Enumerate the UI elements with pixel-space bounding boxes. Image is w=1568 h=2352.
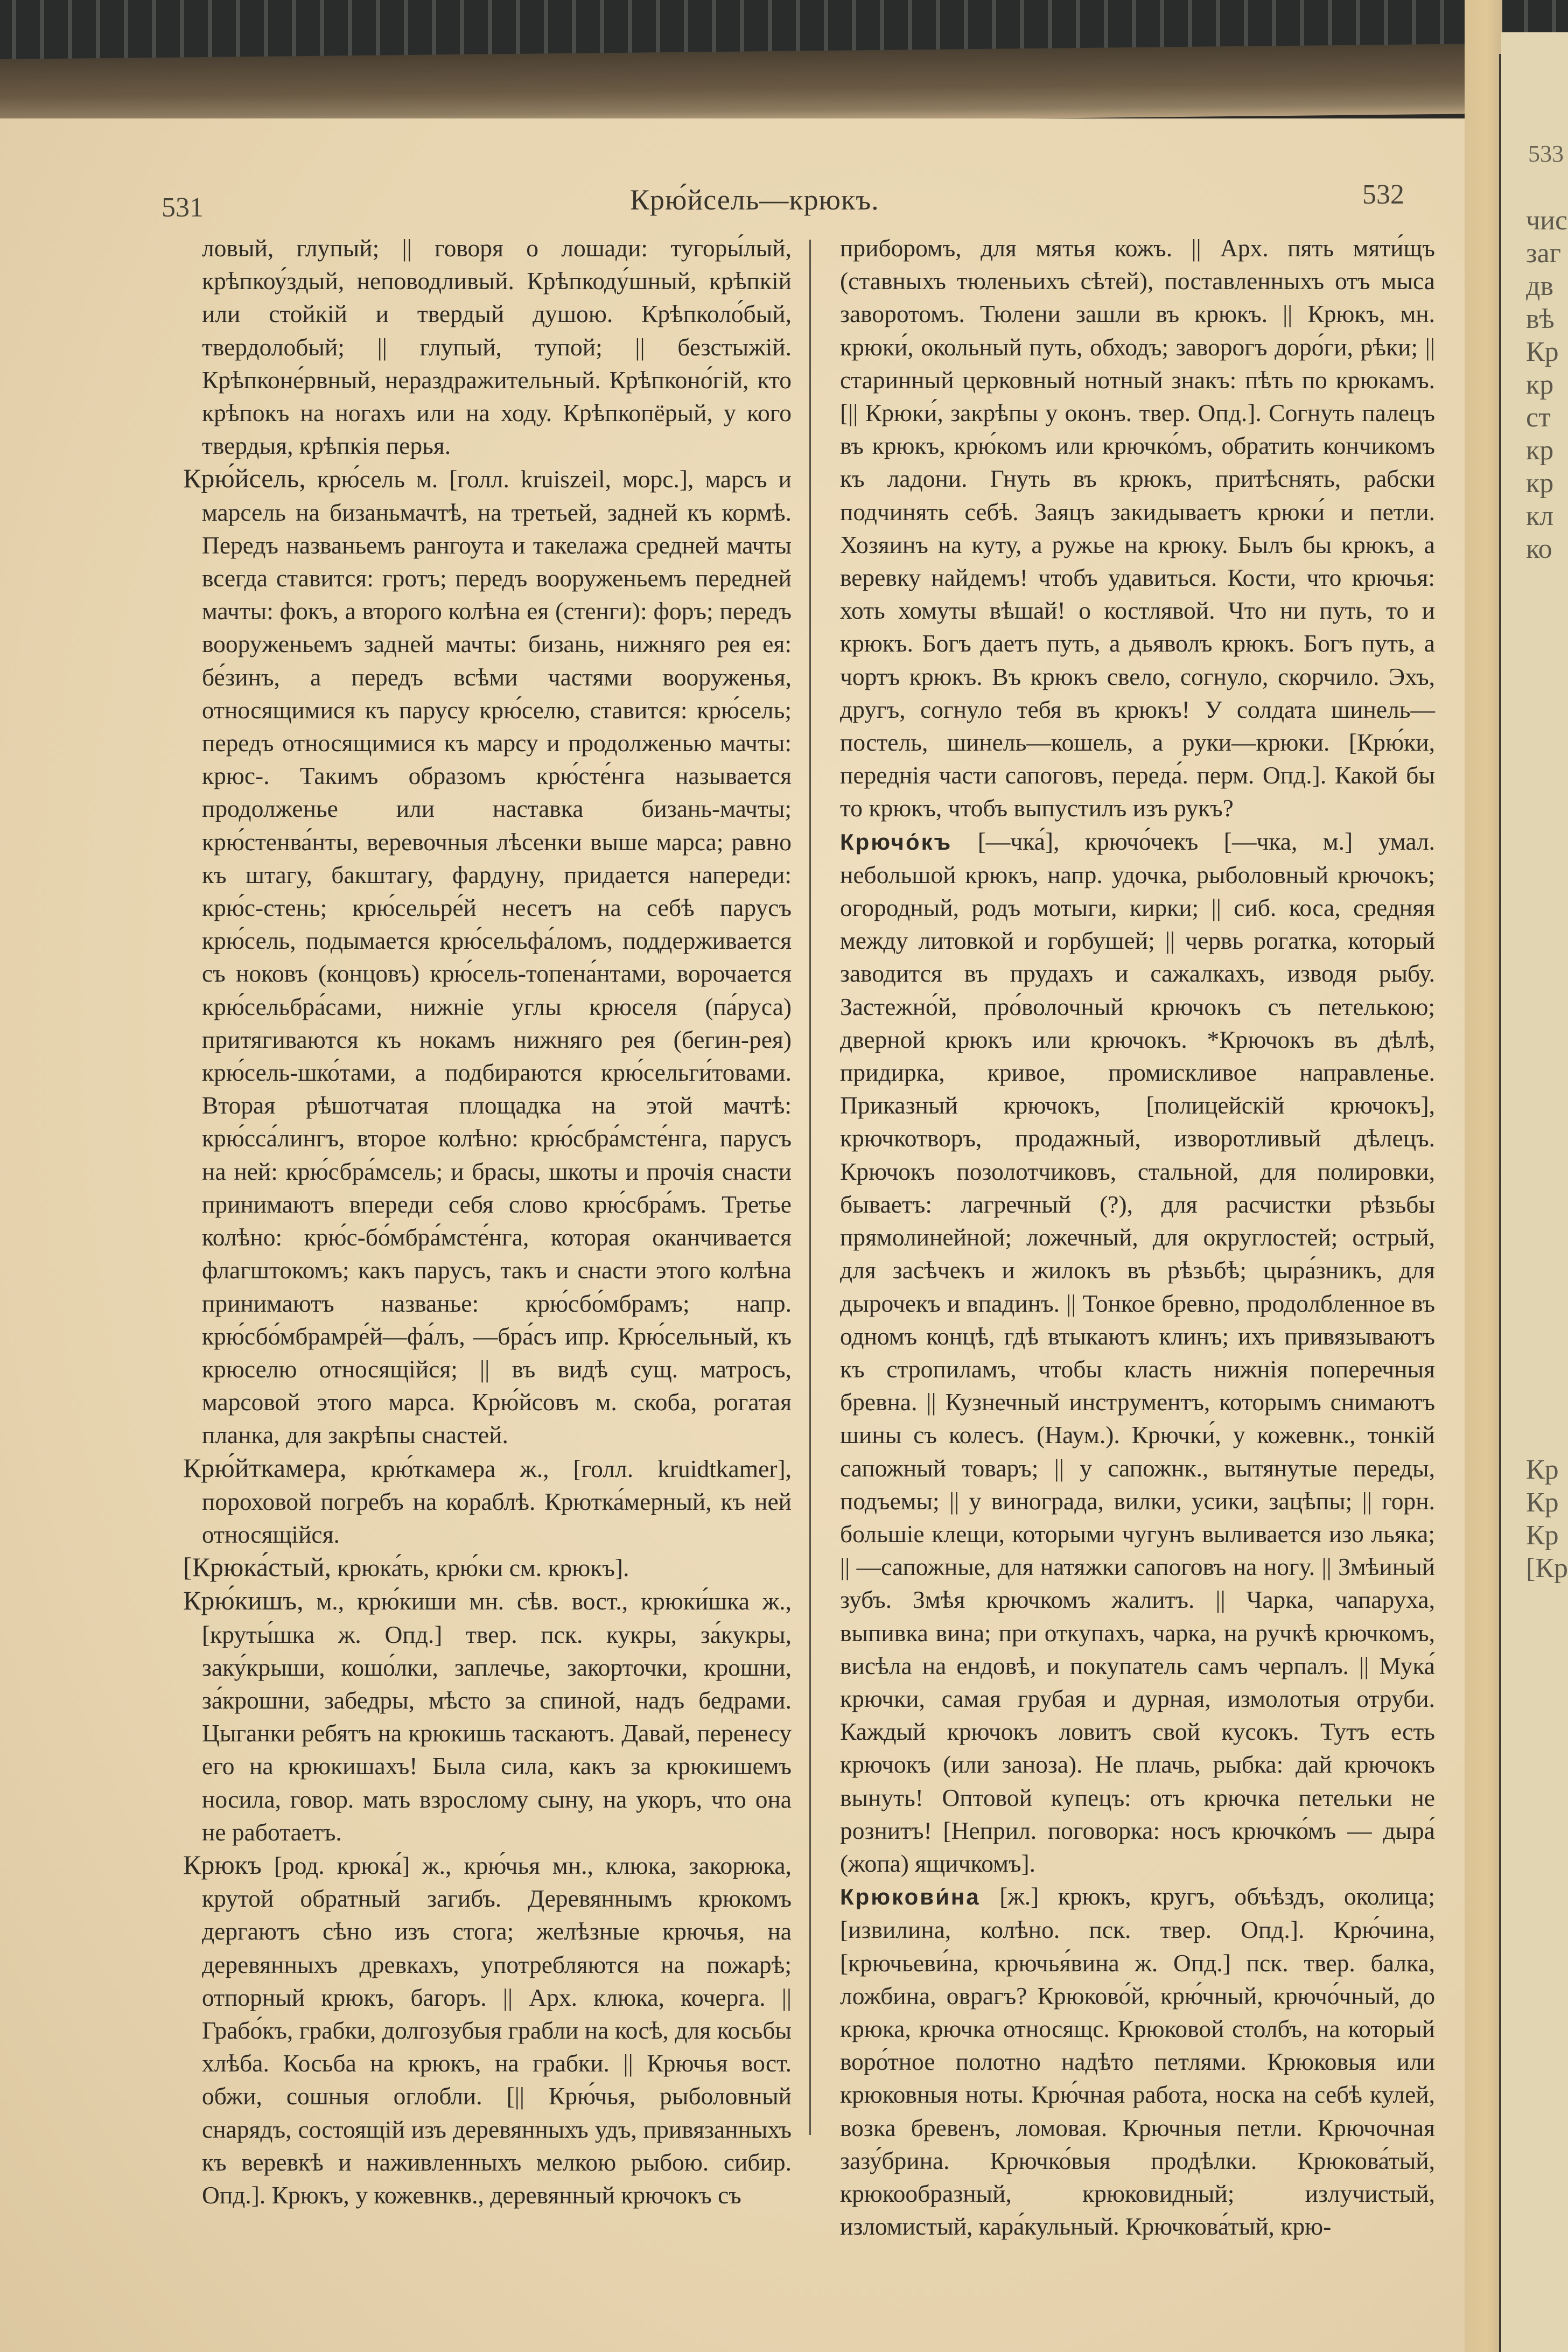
right-column: [840, 232, 1435, 2243]
dictionary-entry: [840, 825, 1435, 1880]
entry-headword: Крюкови́на: [840, 1884, 981, 1910]
dictionary-entry: [183, 462, 792, 1451]
dictionary-entry: [183, 1849, 792, 2211]
entry-text: ловый, глупый; || говоря о лошади: тугоры́лый, крѣпкоу́здый, неповодливый. Крѣпкоду́шный, крѣпкій или стойкій и твердый душою. Крѣпколо́бый, твердолобый; || глупый, тупой; || безстыжій. Крѣпконе́рвный, нераздражительный. Крѣпконо́гій, кто крѣпокъ на ногахъ или на ходу. Крѣпкопёрый, у кого твердыя, крѣпкія перья.: [202, 234, 792, 460]
dictionary-entry: [183, 1584, 792, 1849]
adjacent-text-fragment: чис: [1526, 205, 1568, 236]
page-gutter: [1465, 0, 1502, 2352]
column-divider: [809, 240, 811, 2135]
entry-text: крю́сель м. [голл. kruiszeil, морс.], марсъ и марсель на бизаньмачтѣ, на третьей, задней къ кормѣ. Передъ названьемъ рангоута и такелажа средней мачты всегда ставится: гротъ; передъ вооруженьемъ передней мачты: фокъ, а второго колѣна ея (стенги): форъ; передъ вооруженьемъ задней мачты: бизань, нижняго рея ея: бе́зинъ, а передъ всѣми частями вооруженья, относящимися къ парусу крю́селю, ставится: крю́сель; передъ относящимися къ марсу и продолженью мачты: крюс-. Такимъ образомъ крю́сте́нга называется продолженье или наставка бизань-мачты; крю́стенва́нты, веревочныя лѣсенки выше марса; равно къ штагу, бакштагу, фардуну, придается напереди: крю́с-стень; крю́сельре́й несетъ на себѣ парусъ крю́сель, подымается крю́сельфа́ломъ, поддерживается съ ноковъ (концовъ) крю́сель-топена́нтами, ворочается крю́сельбра́сами, нижніе углы крюселя (па́руса) притягиваются къ нокамъ нижняго рея (бегин-рея) крю́сель-шко́тами, а подбираются крю́сельги́товами. Вторая рѣшотчатая площадка на этой мачтѣ: крю́сса́лингъ, второе колѣно: крю́сбра́мсте́нга, парусъ на ней: крю́сбра́мсель; и брасы, шкоты и прочія снасти принимаютъ впереди себя слово крю́сбра́мъ. Третье колѣно: крю́с-бо́мбра́мсте́нга, которая оканчивается флагштокомъ; какъ парусъ, такъ и снасти этого колѣна принимаютъ названье: крю́сбо́мбрамъ; напр. крю́сбо́мбрамре́й—фа́лъ, —бра́съ ипр. Крю́сельный, къ крюселю относящійся; || въ видѣ сущ. матросъ, марсовой этого марса. Крю́йсовъ м. скоба, рогатая планка, для закрѣпы снастей.: [202, 465, 792, 1449]
adjacent-text-fragment: ст: [1526, 402, 1551, 433]
adjacent-page-number: 533: [1528, 141, 1564, 167]
adjacent-text-fragment: кл: [1526, 501, 1554, 531]
entry-text: [ж.] крюкъ, кругъ, объѣздъ, околица; [извилина, колѣно. пск. твер. Опд.]. Крю́чина, [крючьеви́на, крючья́вина ж. Опд.] пск. твер. балка, ложбина, оврагъ? Крюково́й, крю́чный, крючо́чный, до крюка, крючка относящс. Крюковой столбъ, на который воро́тное полотно надѣто петлями. Крюковыя или крюковныя ноты. Крю́чная работа, носка на себѣ кулей, возка бревенъ, ломовая. Крючныя петли. Крючочная зазу́брина. Крючко́выя продѣлки. Крюкова́тый, крюкообразный, крюковидный; излучистый, изломистый, кара́кульный. Крючкова́тый, крю-: [840, 1882, 1435, 2241]
entry-text: приборомъ, для мятья кожъ. || Арх. пять мяти́щъ (ставныхъ тюленьихъ сѣтей), поставленныхъ отъ мыса заворотомъ. Тюлени зашли въ крюкъ. || Крюкъ, мн. крюки́, окольный путь, обходъ; заворогъ доро́ги, рѣки; || старинный церковный нотный знакъ: пѣть по крюкамъ. [|| Крюки́, закрѣпы у оконъ. твер. Опд.]. Согнуть палецъ въ крюкъ, крю́комъ или крючко́мъ, обратить кончикомъ къ ладони. Гнуть въ крюкъ, притѣснять, рабски подчинять себѣ. Заяцъ закидываетъ крюки́ и петли. Хозяинъ на куту, а ружье на крюку. Былъ бы крюкъ, а веревку найдемъ! чтобъ удавиться. Кости, что крючья: хоть хомуты вѣшай! о костлявой. Что ни путь, то и крюкъ. Богъ даетъ путь, а дьяволъ крюкъ. Богъ путь, а чортъ крюкъ. Въ крюкъ свело, согнуло, скорчило. Эхъ, другъ, согнуло тебя въ крюкъ! У солдата шинель—постель, шинель—кошель, а руки—крюки. [Крю́ки, переднія части сапоговъ, переда́. перм. Опд.]. Какой бы то крюкъ, чтобъ выпустилъ изъ рукъ?: [840, 234, 1435, 822]
entry-headword: Крючо́къ: [840, 829, 953, 855]
page-top-shadow: [0, 44, 1497, 129]
entry-text: крюка́ть, крю́ки см. крюкъ].: [337, 1554, 629, 1582]
dictionary-entry-continuation: [183, 232, 792, 462]
running-head: Крю́йсель—крюкъ.: [630, 184, 879, 216]
entry-headword: Крю́йткамера,: [183, 1452, 347, 1483]
entry-headword: Крю́кишъ,: [183, 1585, 304, 1616]
page-number-left: 531: [162, 192, 204, 223]
adjacent-text-fragment: Кр: [1526, 1520, 1559, 1551]
adjacent-text-fragment: заг: [1526, 238, 1561, 269]
entry-text: [род. крюка́] ж., крю́чья мн., клюка, закорюка, крутой обратный загибъ. Деревяннымъ крюкомъ дергаютъ сѣно изъ стога; желѣзные крючья, на деревянныхъ древкахъ, употребляются на пожарѣ; отпорный крюкъ, багоръ. || Арх. клюка, кочерга. || Грабо́къ, грабки, долгозубыя грабли на косѣ, для косьбы хлѣба. Косьба на крюкъ, на грабки. || Крючья вост. обжи, сошныя оглобли. [|| Крю́чья, рыболовный снарядъ, состоящій изъ деревянныхъ удъ, привязанныхъ къ веревкѣ и наживленныхъ мелкою рыбою. сибир. Опд.]. Крюкъ, у кожевнкв., деревянный крючокъ съ: [202, 1851, 792, 2209]
adjacent-text-fragment: [Кр: [1526, 1553, 1568, 1584]
adjacent-text-fragment: кр: [1526, 468, 1554, 499]
adjacent-text-fragment: кр: [1526, 435, 1554, 466]
adjacent-text-fragment: Кр: [1526, 337, 1559, 367]
entry-text: крю́ткамера ж., [голл. kruidtkamer], пороховой погребъ на кораблѣ. Крютка́мерный, къ ней относящійся.: [202, 1454, 792, 1548]
page-header: [0, 178, 1497, 221]
adjacent-text-fragment: дв: [1526, 271, 1554, 302]
adjacent-text-fragment: кр: [1526, 369, 1554, 400]
entry-headword: Крюкъ: [183, 1849, 262, 1880]
adjacent-text-fragment: Кр: [1526, 1454, 1559, 1485]
dictionary-entry: [840, 1880, 1435, 2243]
dictionary-entry: [183, 1551, 792, 1584]
adjacent-text-fragment: вѣ: [1526, 304, 1555, 334]
entry-text: [—чка́], крючо́чекъ [—чка, м.] умал. небольшой крюкъ, напр. удочка, рыболовный крючокъ; огородный, родъ мотыги, кирки; || сиб. коса, средняя между литовкой и горбушей; || червь рогатка, который заводится въ прудахъ и сажалкахъ, изводя рыбу. Застежно́й, про́волочный крючокъ съ петелькою; дверной крюкъ или крючокъ. *Крючокъ въ дѣлѣ, придирка, кривое, промискливое направленье. Приказный крючокъ, [полицейскій крючокъ], крючкотворъ, продажный, изворотливый дѣлецъ. Крючокъ позолотчиковъ, стальной, для полировки, бываетъ: лагречный (?), для расчистки рѣзьбы прямолинейной; ложечный, для округлостей; острый, для засѣчекъ и жилокъ въ рѣзьбѣ; цыра́зникъ, для дырочекъ и впадинъ. || Тонкое бревно, продолбленное въ одномъ концѣ, гдѣ втыкаютъ клинъ; ихъ привязываютъ къ стропиламъ, чтобы класть нижнія поперечныя бревна. || Кузнечный инструментъ, которымъ снимаютъ шины съ колесъ. (Наум.). Крючки́, у кожевнк., тонкій сапожный товаръ; || у сапожнк., вытянутые переды, подъемы; || у винограда, вилки, усики, зацѣпы; || горн. большіе клещи, которыми чугунъ выливается изо льяка; || —сапожные, для натяжки сапоговъ на ногу. || Змѣиный зубъ. Змѣя крючкомъ жалитъ. || Чарка, чапаруха, выпивка вина; при откупахъ, чарка, на ручкѣ крючкомъ, висѣла на ендовѣ, и покупатель самъ черпалъ. || Мука́ крючки, самая грубая и дурная, измолотыя отруби. Каждый крючокъ ловитъ свой кусокъ. Тутъ есть крючокъ (или заноза). Не плачь, рыбка: дай крючокъ вынуть! Оптовой купецъ: отъ крючка петельки не рознитъ! [Неприл. поговорка: носъ крючко́мъ — дыра́ (жопа) ящичкомъ].: [840, 827, 1435, 1877]
adjacent-text-fragment: Кр: [1526, 1487, 1559, 1518]
adjacent-text-fragment: ко: [1526, 534, 1552, 564]
adjacent-page-edge: [1501, 32, 1568, 2352]
dictionary-entry-continuation: [840, 232, 1435, 825]
dictionary-entry: [183, 1452, 792, 1551]
left-column: [183, 232, 792, 2211]
page-number-right: 532: [1362, 179, 1404, 210]
entry-text: м., крю́киши мн. сѣв. вост., крюки́шка ж., [круты́шка ж. Опд.] твер. пск. кукры, за́кукры, заку́крыши, кошо́лки, заплечье, закорточки, крошни, за́крошни, забедры, мѣсто за спиной, надъ бедрами. Цыганки ребятъ на крюкишь таскаютъ. Давай, перенесу его на крюкишахъ! Была сила, какъ за крюкишемъ носила, говор. мать взрослому сыну, на укоръ, что она не работаетъ.: [202, 1587, 792, 1846]
entry-headword: [Крюка́стый,: [183, 1552, 331, 1583]
entry-headword: Крю́йсель,: [183, 463, 306, 494]
